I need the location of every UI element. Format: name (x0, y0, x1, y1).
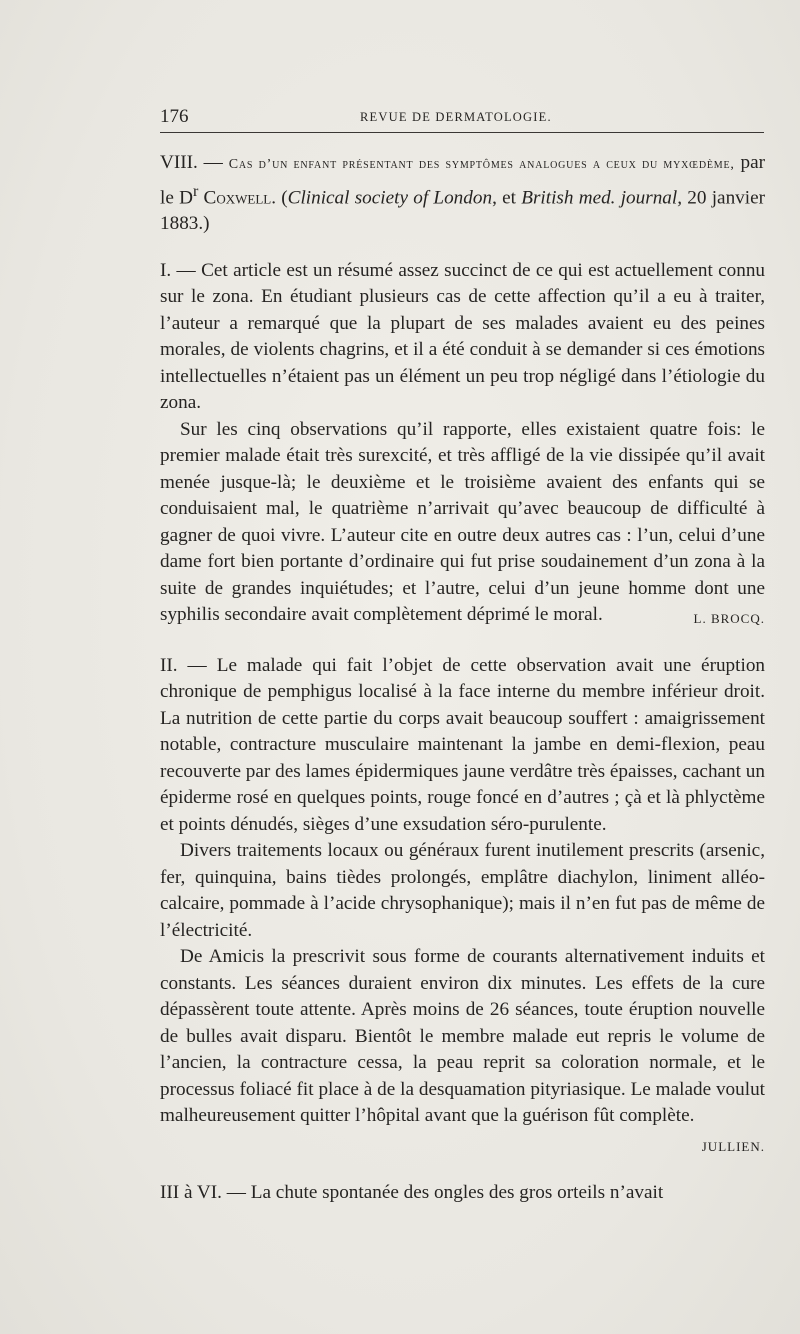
section-ii-paragraph-3 (160, 944, 765, 1160)
section-viii-citation-open: ( (276, 186, 288, 208)
section-i-paragraph-1 (160, 258, 765, 417)
section-i-signature: L. BROCQ. (693, 611, 765, 627)
section-i-text-2: Sur les cinq observations qu’il rapporte, elles existaient quatre fois: le premier malade était très surexcité, et très affligé de la vie dissipée qu’il avait menée jusque-là; le deuxième et le troisième avaient des enfants qui se conduisaient mal, le quatrième n’arrivait qu’avec beaucoup de difficulté à gagner de quoi vivre. L’auteur cite en outre deux autres cas : l’un, celui d’une dame fort bien portante d’ordinaire qui fut prise soudainement d’un zona à la suite de grandes inquiétudes; et l’autre, celui d’un jeune homme dont une syphilis secondaire avait complètement déprimé le moral. (160, 418, 765, 626)
section-ii-text-3: De Amicis la prescrivit sous forme de courants alternativement induits et constants. Les séances duraient environ dix minutes. Les effets de la cure dépassèrent toute attente. Après moins de 26 séances, toute éruption nouvelle de bulles avait disparu. Bientôt le membre malade eut repris le volume de l’ancien, la contracture cessa, la peau reprit sa coloration normale, et le processus foliacé fit place à de la desquamation pityriasique. Le malade voulut malheureusement quitter l’hôpital avant que la guérison fût complète. (160, 946, 765, 1127)
section-viii-citation-date: 20 janvier 1883.) (160, 186, 765, 235)
page-header (160, 106, 764, 130)
section-ii-text-2: Divers traitements locaux ou généraux furent inutilement prescrits (arsenic, fer, quinquina, bains tièdes prolongés, emplâtre diachylon, liniment alléo-calcaire, pommade à l’acide chrysophanique); mais il n’en fut pas de même de l’électricité. (160, 840, 765, 941)
section-ii-signature: JULLIEN. (701, 1138, 765, 1154)
section-viii-by: par le D (160, 152, 766, 208)
section-i-text-1: Cet article est un résumé assez succinct de ce qui est actuellement connu sur le zona. En étudiant plusieurs cas de cette affection qu’il a eu à traiter, l’auteur a remarqué que la plupart de ses malades avaient eu des peines morales, de violents chagrins, et il a été conduit à se demander si ces émotions intellectuelles n’étaient pas un élément un peu trop négligé dans l’étiologie du zona. (160, 259, 766, 414)
section-viii-doctor-sup: r (192, 182, 199, 200)
section-viii-title: Cas d’un enfant présentant des symptômes analogues a ceux du myxœdème, (228, 157, 735, 172)
section-iii-vi-number: III à VI. — (160, 1182, 246, 1204)
section-viii-citation-journal2: British med. journal, (521, 186, 683, 208)
article-body (160, 150, 765, 1207)
section-viii-author: Coxwell. (198, 186, 276, 208)
section-ii-paragraph-1 (160, 653, 765, 839)
section-ii-number: II. — (160, 654, 207, 676)
section-i-number: I. — (160, 259, 196, 281)
section-viii-citation-journal1: Clinical society of London (287, 186, 493, 208)
section-i-paragraph-2 (160, 417, 765, 633)
section-viii-citation-mid: , et (492, 186, 522, 208)
section-ii-text-1: Le malade qui fait l’objet de cette observation avait une éruption chronique de pemphigus localisé à la face interne du membre inférieur droit. La nutrition de cette partie du corps avait beaucoup souffert : amaigrissement notable, contracture musculaire maintenant la jambe en demi-flexion, peau recouverte par des lames épidermiques jaune verdâtre très épaisses, cachant un épiderme rosé en quelques points, rouge foncé en d’autres ; çà et là phlyctème et points dénudés, sièges d’une exsudation séro-purulente. (160, 654, 766, 835)
section-iii-vi-paragraph-1 (160, 1180, 765, 1207)
section-iii-vi-text-1: La chute spontanée des ongles des gros orteils n’avait (250, 1182, 664, 1204)
section-viii-heading (160, 150, 765, 238)
header-rule (160, 132, 764, 133)
section-viii-number: VIII. — (160, 152, 223, 173)
section-ii-paragraph-2 (160, 838, 765, 944)
page-number: 176 (160, 106, 189, 127)
running-head: REVUE DE DERMATOLOGIE. (360, 110, 552, 124)
